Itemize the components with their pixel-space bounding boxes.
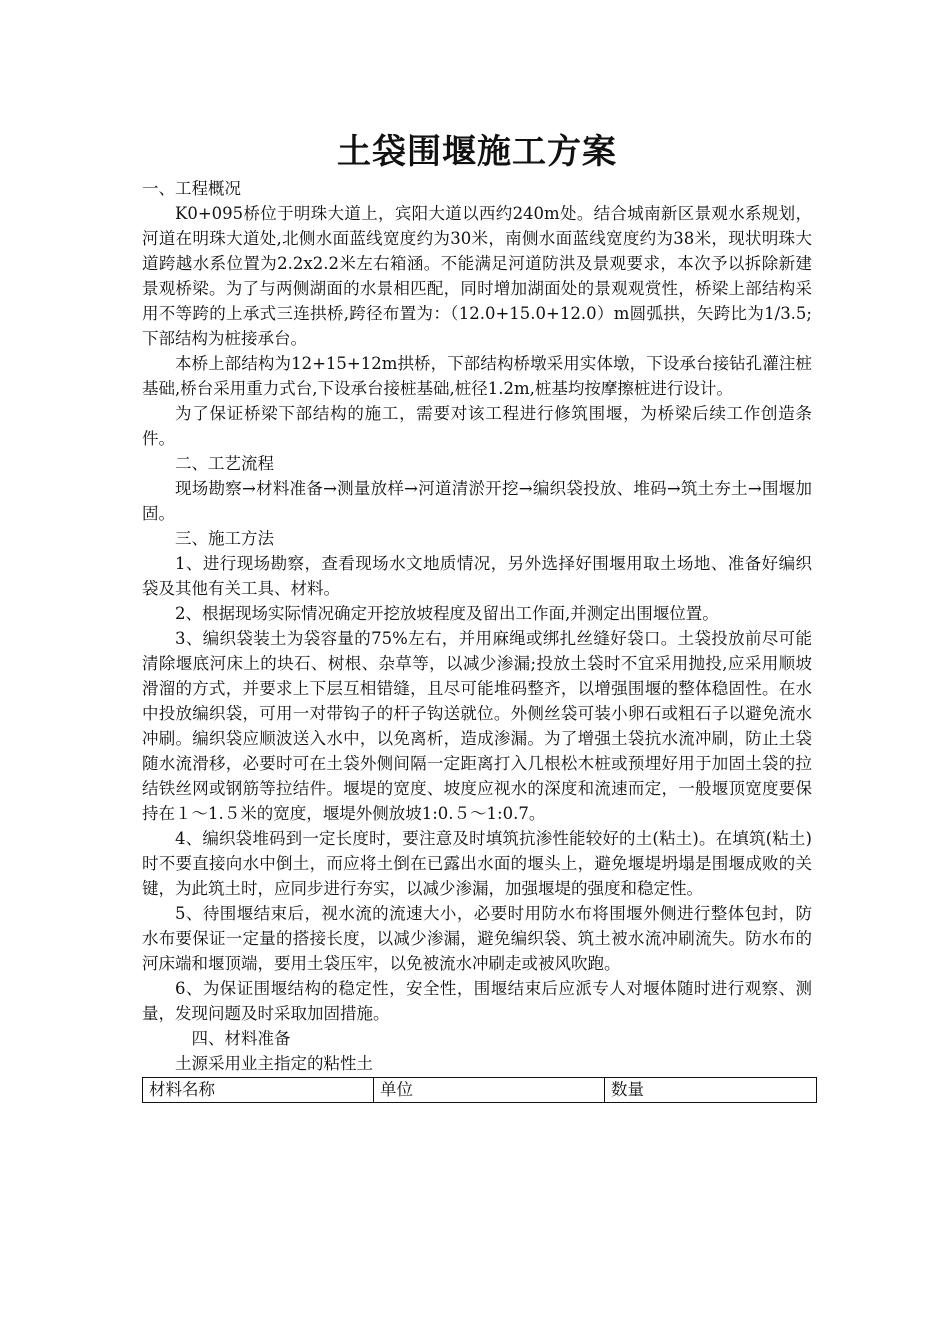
paragraph: 现场勘察→材料准备→测量放样→河道清淤开挖→编织袋投放、堆码→筑土夯土→围堰加固。	[142, 479, 812, 523]
paragraph: 土源采用业主指定的粘性土	[175, 1054, 373, 1073]
paragraph: 3、编织袋装土为袋容量的75%左右，并用麻绳或绑扎丝缝好袋口。土袋投放前尽可能清除堰底河床上的块石、树根、杂草等，以减少渗漏;投放土袋时不宜采用抛投,应采用顺坡滑溜的方式，并要求上下层互相错缝，且尽可能堆码整齐，以增强围堰的整体稳固性。在水中投放编织袋，可用一对带钩子的杆子钩送就位。外侧丝袋可装小卵石或粗石子以避免流水冲刷。编织袋应顺波送入水中，以免离析，造成渗漏。为了增强土袋抗水流冲刷，防止土袋随水流滑移，必要时可在土袋外侧间隔一定距离打入几根松木桩或预埋好用于加固土袋的拉结铁丝网或钢筋等拉结件。堰堤的宽度、坡度应视水的深度和流速而定，一般堰顶宽度要保持在１～1.５米的宽度，堰堤外侧放坡1:0.５～1:0.7。	[142, 629, 812, 823]
paragraph: 4、编织袋堆码到一定长度时，要注意及时填筑抗渗性能较好的土(粘土)。在填筑(粘土)时不要直接向水中倒土，而应将土倒在已露出水面的堰头上，避免堰堤坍塌是围堰成败的关键，为此筑土时，应同步进行夯实，以减少渗漏，加强堰堤的强度和稳定性。	[142, 829, 812, 898]
paragraph: 6、为保证围堰结构的稳定性，安全性，围堰结束后应派专人对堰体随时进行观察、测量，发现问题及时采取加固措施。	[142, 979, 812, 1023]
paragraph: K0+095桥位于明珠大道上，宾阳大道以西约240m处。结合城南新区景观水系规划，河道在明珠大道处,北侧水面蓝线宽度约为30米，南侧水面蓝线宽度约为38米，现状明珠大道跨越水系位置为2.2x2.2米左右箱涵。不能满足河道防洪及景观要求，本次予以拆除新建景观桥梁。为了与两侧湖面的水景相匹配，同时增加湖面处的景观观赏性，桥梁上部结构采用不等跨的上承式三连拱桥,跨径布置为：（12.0+15.0+12.0）m圆弧拱，矢跨比为1/3.5;下部结构为桩接承台。	[142, 204, 812, 348]
paragraph: 2、根据现场实际情况确定开挖放坡程度及留出工作面,并测定出围堰位置。	[175, 604, 719, 623]
document-title: 土袋围堰施工方案	[337, 132, 617, 172]
paragraph: 1、进行现场勘察，查看现场水文地质情况，另外选择好围堰用取土场地、准备好编织袋及其他有关工具、材料。	[142, 554, 812, 598]
materials-table	[142, 1077, 817, 1103]
section-heading-method: 三、施工方法	[175, 529, 274, 548]
table-header-row	[143, 1078, 817, 1103]
table-header-cell: 单位	[374, 1078, 605, 1103]
document-page	[142, 130, 812, 1103]
table-header-cell: 材料名称	[143, 1078, 374, 1103]
paragraph: 5、待围堰结束后，视水流的流速大小，必要时用防水布将围堰外侧进行整体包封，防水布要保证一定量的搭接长度，以减少渗漏，避免编织袋、筑土被水流冲刷流失。防水布的河床端和堰顶端，要用土袋压牢，以免被流水冲刷走或被风吹跑。	[142, 904, 812, 973]
section-heading-process: 二、工艺流程	[175, 454, 274, 473]
table-header-cell: 数量	[605, 1078, 817, 1103]
section-heading-overview: 一、工程概况	[142, 179, 241, 198]
paragraph: 为了保证桥梁下部结构的施工，需要对该工程进行修筑围堰，为桥梁后续工作创造条件。	[142, 404, 812, 448]
paragraph: 本桥上部结构为12+15+12m拱桥，下部结构桥墩采用实体墩，下设承台接钻孔灌注桩基础,桥台采用重力式台,下设承台接桩基础,桩径1.2m,桩基均按摩擦桩进行设计。	[142, 354, 812, 398]
section-heading-materials: 四、材料准备	[191, 1029, 291, 1048]
